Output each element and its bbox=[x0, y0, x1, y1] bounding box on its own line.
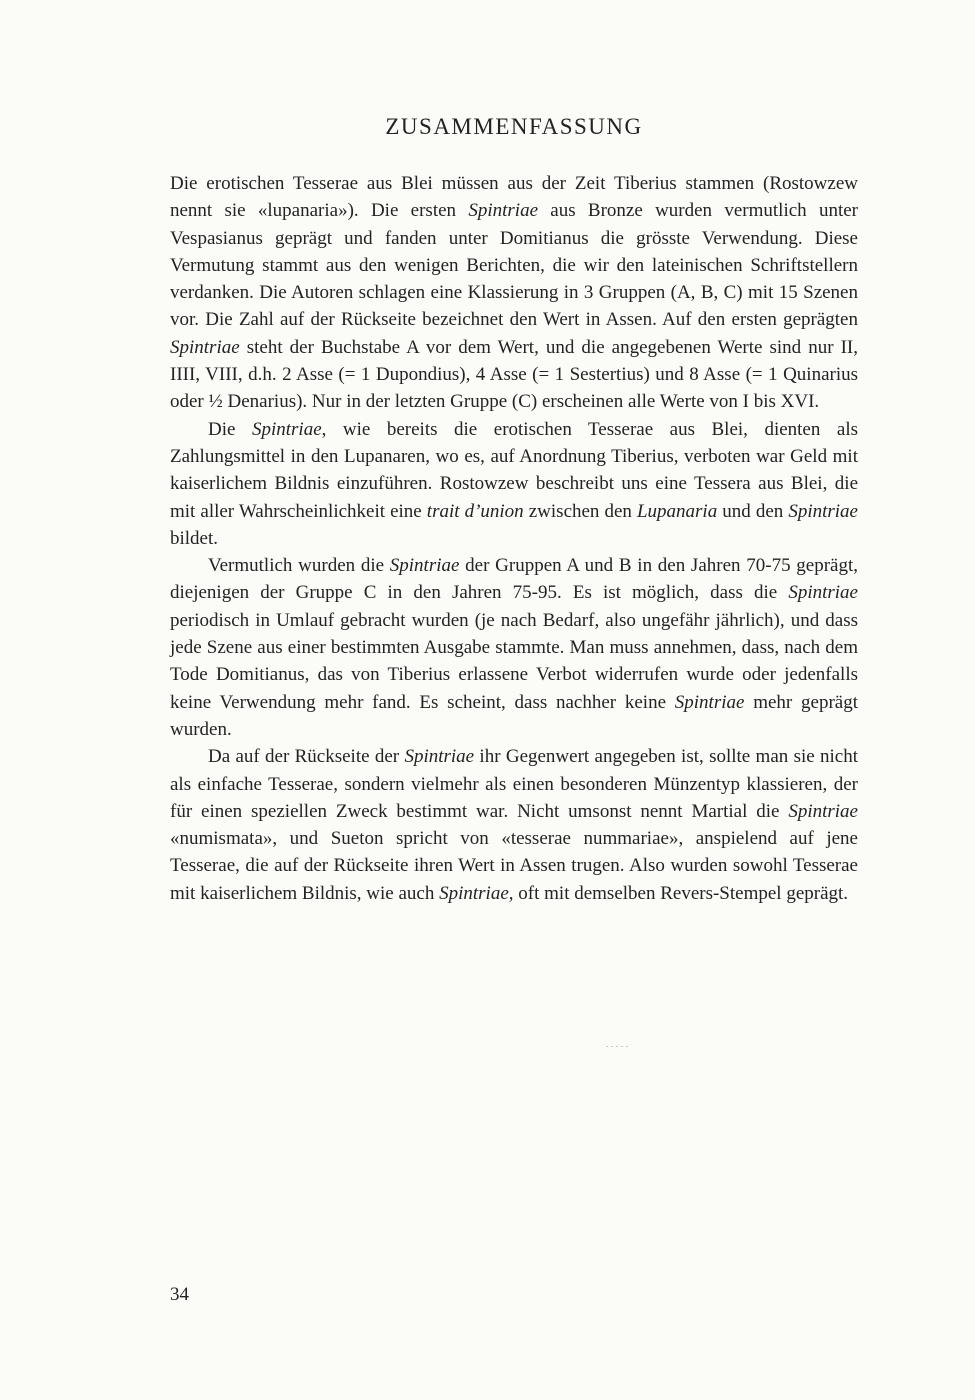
text-segment: und den bbox=[717, 500, 789, 522]
italic-term: Spintriae bbox=[170, 336, 240, 358]
text-segment: «numismata», und Sueton spricht von «tesserae nummariae», anspielend auf jene Tesserae, die auf der Rückseite ihren Wert in Assen trugen. Also wurden sowohl Tesserae mit kaiserlichem Bildnis, wie auch bbox=[170, 828, 858, 904]
italic-term: Lupanaria bbox=[636, 500, 718, 522]
italic-term: Spintriae bbox=[788, 800, 858, 822]
print-speck bbox=[606, 1046, 628, 1047]
italic-term: trait d’union bbox=[426, 500, 524, 522]
text-segment: Vermutlich wurden die bbox=[208, 555, 390, 577]
italic-term: Spintriae bbox=[439, 882, 509, 904]
text-segment: ihr Gegenwert angegeben ist, sollte man sie nicht als einfache Tesserae, sondern vielmehr als einen besonderen Münzentyp klassieren, der für einen speziellen Zweck bestimmt war. Nicht umsonst nennt Martial die bbox=[170, 746, 858, 822]
italic-term: Spintriae bbox=[251, 418, 322, 440]
paragraph-1 bbox=[170, 170, 858, 416]
text-segment: der Gruppen A und B in den Jahren 70-75 geprägt, diejenigen der Gruppe C in den Jahren 75-95. Es ist möglich, dass die bbox=[170, 555, 859, 604]
page-number: 34 bbox=[170, 1284, 189, 1305]
text-segment: Die erotischen Tesserae aus Blei müssen aus der Zeit Tiberius stammen (Rostowzew nennt sie «lupanaria»). Die ersten bbox=[170, 173, 858, 222]
page-title: ZUSAMMENFASSUNG bbox=[385, 114, 643, 139]
text-segment: Die bbox=[208, 418, 252, 440]
text-segment: , wie bereits die erotischen Tesserae aus Blei, dienten als Zahlungsmittel in den Lupanaren, wo es, auf Anordnung Tiberius, verboten war Geld mit kaiserlichem Bildnis einzuführen. Rostowzew beschreibt uns eine Tessera aus Blei, die mit aller Wahrscheinlichkeit eine bbox=[170, 418, 858, 522]
text-segment: mehr geprägt wurden. bbox=[170, 691, 858, 740]
italic-term: Spintriae bbox=[674, 691, 745, 713]
italic-term: Spintriae bbox=[389, 555, 460, 577]
body-text bbox=[170, 170, 858, 907]
italic-term: Spintriae bbox=[788, 500, 858, 522]
paragraph-3 bbox=[170, 552, 858, 743]
text-segment: bildet. bbox=[170, 527, 219, 549]
italic-term: Spintriae bbox=[404, 746, 475, 768]
text-segment: periodisch in Umlauf gebracht wurden (je nach Bedarf, also ungefähr jährlich), und dass jede Szene aus einer bestimmten Ausgabe stammte. Man muss annehmen, dass, nach dem Tode Domitianus, das von Tiberius erlassene Verbot widerrufen wurde oder jedenfalls keine Verwendung mehr fand. Es scheint, dass nachher keine bbox=[170, 609, 858, 713]
paragraph-4 bbox=[170, 743, 858, 907]
paragraph-2 bbox=[170, 416, 858, 552]
text-segment: aus Bronze wurden vermutlich unter Vespasianus geprägt und fanden unter Domitianus die grösste Verwendung. Diese Vermutung stammt aus den wenigen Berichten, die wir den lateinischen Schriftstellern verdanken. Die Autoren schlagen eine Klassierung in 3 Gruppen (A, B, C) mit 15 Szenen vor. Die Zahl auf der Rückseite bezeichnet den Wert in Assen. Auf den ersten geprägten bbox=[170, 200, 858, 331]
text-segment: , oft mit demselben Revers-Stempel geprägt. bbox=[508, 882, 849, 904]
text-segment: zwischen den bbox=[523, 500, 637, 522]
italic-term: Spintriae bbox=[468, 200, 539, 222]
italic-term: Spintriae bbox=[788, 582, 858, 604]
text-segment: steht der Buchstabe A vor dem Wert, und die angegebenen Werte sind nur II, IIII, VIII, d.h. 2 Asse (= 1 Dupondius), 4 Asse (= 1 Sestertius) und 8 Asse (= 1 Quinarius oder ½ Denarius). Nur in der letzten Gruppe (C) erscheinen alle Werte von I bis XVI. bbox=[170, 336, 858, 413]
text-segment: Da auf der Rückseite der bbox=[208, 746, 405, 768]
